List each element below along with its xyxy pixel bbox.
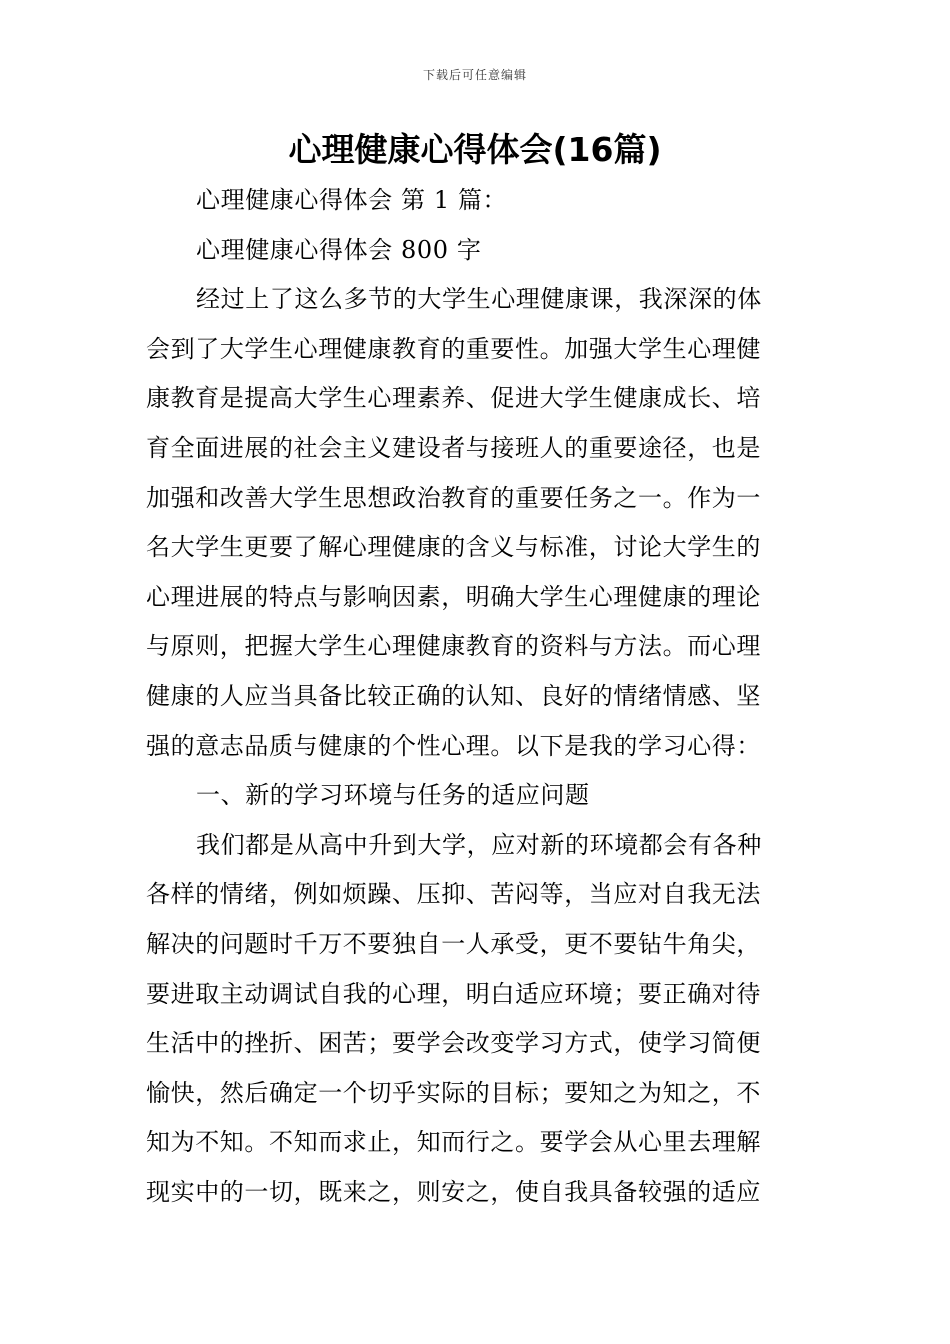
text-line: 会到了大学生心理健康教育的重要性。加强大学生心理健 — [146, 334, 761, 363]
text-line: 我们都是从高中升到大学，应对新的环境都会有各种 — [196, 830, 762, 859]
text-line: 知为不知。不知而求止，知而行之。要学会从心里去理解 — [146, 1128, 761, 1157]
text-line: 心理健康心得体会 800 字 — [196, 235, 482, 264]
text-line: 育全面进展的社会主义建设者与接班人的重要途径，也是 — [146, 433, 761, 462]
text-line: 现实中的一切，既来之，则安之，使自我具备较强的适应 — [146, 1177, 761, 1206]
text-line: 愉快，然后确定一个切乎实际的目标；要知之为知之，不 — [146, 1078, 761, 1107]
text-line: 解决的问题时千万不要独自一人承受，更不要钻牛角尖， — [146, 929, 761, 958]
text-line: 要进取主动调试自我的心理，明白适应环境；要正确对待 — [146, 979, 761, 1008]
header-note: 下载后可任意编辑 — [422, 68, 527, 82]
text-line: 心理健康心得体会 第 1 篇： — [196, 186, 508, 214]
text-line: 健康的人应当具备比较正确的认知、良好的情绪情感、坚 — [146, 681, 761, 710]
text-line: 各样的情绪，例如烦躁、压抑、苦闷等，当应对自我无法 — [146, 880, 761, 909]
text-line: 与原则，把握大学生心理健康教育的资料与方法。而心理 — [146, 632, 761, 661]
text-line: 心理进展的特点与影响因素，明确大学生心理健康的理论 — [146, 582, 761, 611]
page-title: 心理健康心得体会(16篇) — [288, 130, 662, 169]
text-line: 生活中的挫折、困苦；要学会改变学习方式，使学习简便 — [146, 1029, 761, 1058]
document-body — [146, 176, 810, 1217]
text-line: 强的意志品质与健康的个性心理。以下是我的学习心得： — [146, 731, 761, 760]
text-line: 名大学生更要了解心理健康的含义与标准，讨论大学生的 — [146, 533, 761, 562]
text-line: 加强和改善大学生思想政治教育的重要任务之一。作为一 — [146, 483, 761, 512]
text-line: 经过上了这么多节的大学生心理健康课，我深深的体 — [196, 285, 762, 314]
text-line: 康教育是提高大学生心理素养、促进大学生健康成长、培 — [146, 384, 761, 413]
text-line: 一、新的学习环境与任务的适应问题 — [196, 781, 590, 810]
